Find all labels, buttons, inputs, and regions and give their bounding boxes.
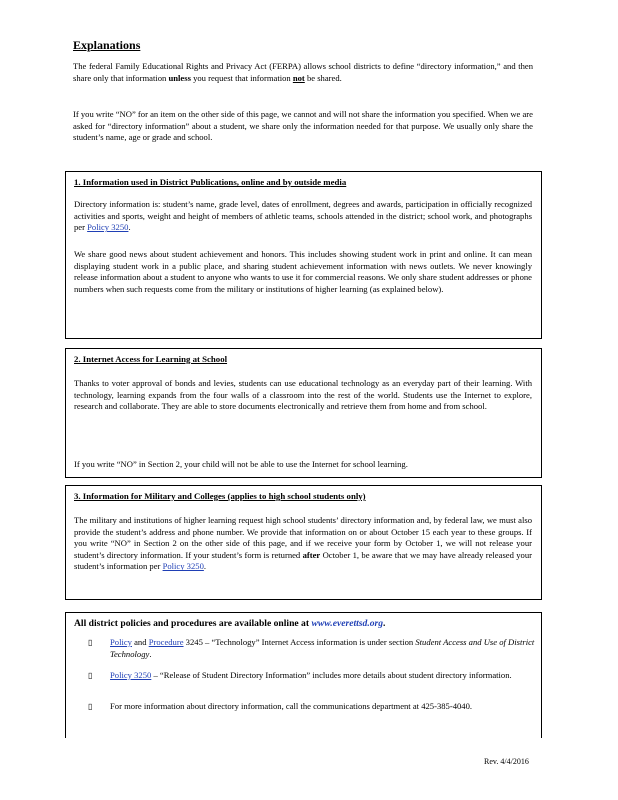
section-4-title-text: All district policies and procedures are available online at xyxy=(74,618,312,629)
bullet-icon: ▯ xyxy=(88,671,93,680)
section-1-title: 1. Information used in District Publications, online and by outside media xyxy=(74,177,347,187)
page-title: Explanations xyxy=(73,38,141,52)
and-text: and xyxy=(131,637,149,647)
bullet-icon: ▯ xyxy=(88,638,93,647)
section-2-title: 2. Internet Access for Learning at School xyxy=(74,354,228,364)
list-item-directory xyxy=(88,670,540,682)
intro-not: not xyxy=(292,72,305,83)
section-4-title-end: . xyxy=(383,618,386,629)
section-3-box xyxy=(65,485,542,600)
section-1-p1-text: Directory information is: student’s name, grade level, dates of enrollment, degrees and awards, participation in officially recognized activities and sports, weight and height of members of athletic teams, schools attended in the district; school work, and photographs per xyxy=(74,199,532,233)
intro-paragraph-ferpa xyxy=(73,61,533,84)
intro-text-c: be shared. xyxy=(304,72,342,83)
section-3-paragraph xyxy=(74,515,532,573)
section-2-paragraph-2: If you write “NO” in Section 2, your child will not be able to use the Internet for school learning. xyxy=(74,459,408,469)
section-3-after: after xyxy=(302,549,321,560)
policy-3250-link-2[interactable]: Policy 3250 xyxy=(162,561,204,572)
policy-3250-link-3[interactable]: Policy 3250 xyxy=(110,670,152,680)
section-4-box xyxy=(65,612,542,738)
section-3-end: . xyxy=(203,561,207,572)
intro-paragraph-no: If you write “NO” for an item on the other side of this page, we cannot and will not share the information you specified. When we are asked for “directory information” about a student, we share only the information needed for that purpose. We usually only share the student’s name, age or grade and school. xyxy=(73,109,533,143)
section-2-paragraph-1: Thanks to voter approval of bonds and levies, students can use educational technology as an everyday part of their learning. With technology, learning expands from the four walls of a classroom into the rest of the world. Students use the Internet to explore, research and collaborate. They are able to store documents electronically and retrieve them from home and from school. xyxy=(74,378,532,412)
directory-text: – “Release of Student Directory Information” includes more details about student directory information. xyxy=(151,670,512,680)
policy-link[interactable]: Policy xyxy=(110,637,132,647)
revision-date: Rev. 4/4/2016 xyxy=(484,757,529,766)
student-access-title: Student Access and Use of District Technology xyxy=(110,637,535,659)
section-3-text: The military and institutions of higher learning request high school students’ directory information and, by federal law, we must also provide the student’s address and phone number. We provide that information on or about October 15 each year to these groups. If you write “NO” in Section 2 on the other side of this page, and if we receive your form by October 1, we will not release your student’s directory information. If your student’s form is returned xyxy=(74,515,532,560)
technology-end: . xyxy=(149,648,152,659)
intro-text-a: The federal Family Educational Rights and Privacy Act (FERPA) allows school districts to define “directory information,” and then share only that information xyxy=(73,61,533,83)
section-1-p1-end: . xyxy=(128,222,131,233)
section-1-box xyxy=(65,171,542,339)
section-3-title: 3. Information for Military and Colleges (applies to high school students only) xyxy=(74,491,366,501)
section-1-paragraph-2: We share good news about student achievement and honors. This includes showing student work in print and online. It can mean displaying student work in a public place, and sharing student achievement information with news outlets. We never knowingly release information about a student to anyone who wants to use it for commercial reasons. We only share student addresses or phone numbers when such requests come from the military or institutions of higher learning (as explained below). xyxy=(74,249,532,294)
district-website-link[interactable]: www.everettsd.org xyxy=(311,618,384,629)
section-1-paragraph-1 xyxy=(74,199,532,234)
procedure-link[interactable]: Procedure xyxy=(148,637,184,647)
section-3-mid: October 1, be aware that we may have already released your student’s information per xyxy=(74,549,532,572)
intro-text-b: you request that information xyxy=(190,72,293,83)
bullet-icon: ▯ xyxy=(88,702,93,711)
section-4-title xyxy=(74,618,385,629)
technology-text: 3245 – “Technology” Internet Access information is under section xyxy=(183,637,416,647)
section-2-box xyxy=(65,348,542,478)
list-item-technology xyxy=(88,637,540,660)
policy-3250-link[interactable]: Policy 3250 xyxy=(87,222,129,233)
intro-unless: unless xyxy=(168,72,191,83)
list-item-contact xyxy=(88,701,540,713)
contact-text: For more information about directory information, call the communications department at 425-385-4040. xyxy=(110,701,473,711)
